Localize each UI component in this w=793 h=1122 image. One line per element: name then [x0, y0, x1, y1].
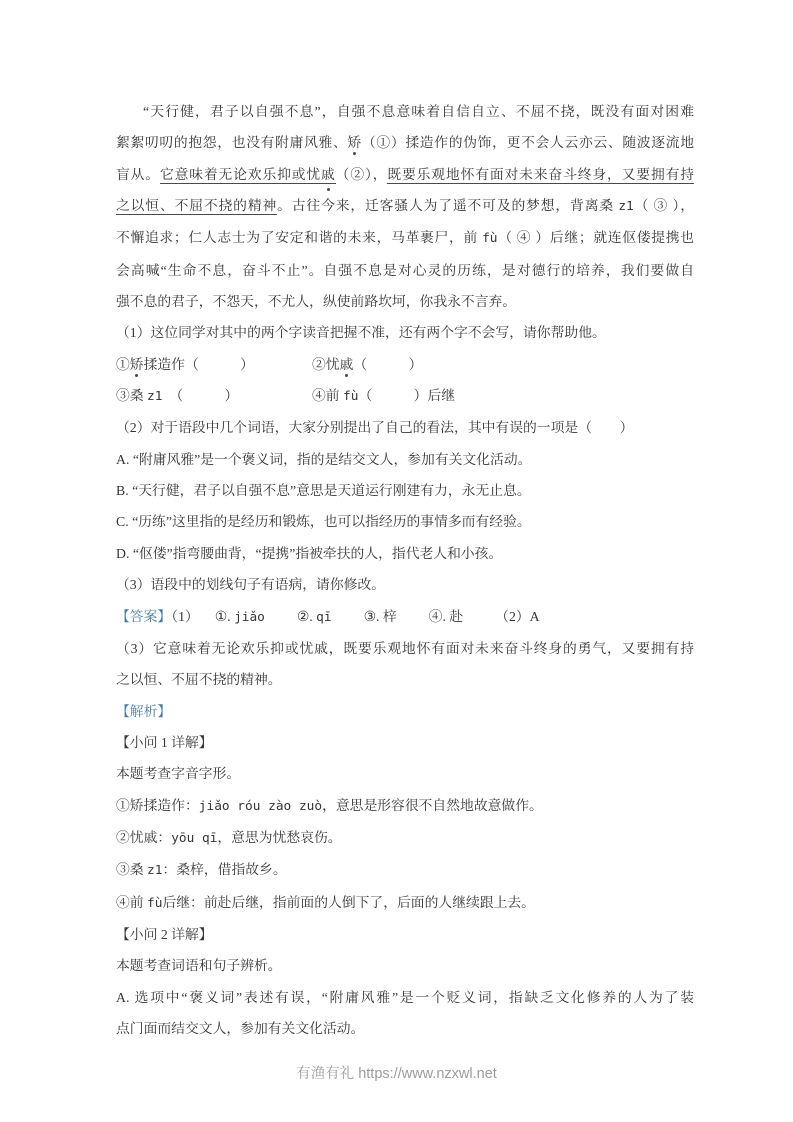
answer-part-2: （2）A [495, 608, 540, 624]
pinyin-you-qi: yōu qī [171, 830, 218, 846]
blank-parens: 揉造作（ ） [143, 356, 254, 372]
item-number: ②. [296, 608, 317, 624]
analysis-item-4 [116, 887, 694, 919]
blank-parens: （ ） [162, 388, 239, 404]
question-1-intro [116, 317, 694, 348]
pinyin-zi: z1 [147, 389, 163, 405]
passage-line-1 [116, 96, 694, 127]
answer-item-4: ④. 赴 [428, 608, 464, 624]
question-1-blanks-row-2 [116, 380, 694, 412]
analysis-text: 本题考查字音字形。 [116, 766, 241, 782]
analysis-text: ①矫揉造作： [116, 797, 199, 813]
passage-text: 絮絮叨叨的抱怨，也没有附庸风雅、 [116, 135, 348, 151]
passage-text: 。古往今来，迁客骚人为了遥不可及的梦想，背离桑 [277, 198, 619, 214]
passage-line-2 [116, 127, 694, 158]
question-text: （3）语段中的划线句子有语病，请你修改。 [116, 577, 386, 593]
answer-line-3 [116, 664, 694, 695]
option-c [116, 506, 694, 537]
analysis-text: 本题考查词语和句子辨析。 [116, 958, 282, 974]
item-number: ④前 [312, 388, 344, 404]
question-1-blanks-row-1 [116, 349, 694, 380]
blank-item-1 [116, 349, 312, 380]
emphasized-char-jiao: 矫 [347, 135, 362, 151]
question-text: （1）这位同学对其中的两个字读音把握不准，还有两个字不会写，请你帮助他。 [116, 325, 606, 341]
analysis-text: 点门面而结交文人，参加有关文化活动。 [116, 1020, 365, 1036]
analysis-text: A. 选项中“褒义词”表述有误，“附庸风雅”是一个贬义词，指缺乏文化修养的人为了装 [116, 989, 694, 1005]
pinyin-fu: fù [343, 389, 359, 405]
analysis-item-2 [116, 822, 694, 854]
item-number: ① [116, 356, 130, 372]
pinyin-qi: qī [316, 609, 332, 625]
underlined-text: 之以恒、不屈不挠的精神 [116, 198, 278, 214]
analysis-text: ③桑 [116, 862, 148, 878]
underlined-text: 它意味着无论欢乐抑或忧 [159, 166, 322, 182]
answer-item-3: ③. 梓 [363, 608, 397, 624]
passage-text: （②）， [335, 166, 388, 182]
passage-line-3 [116, 159, 694, 190]
answer-text: （3）它意味着无论欢乐抑或忧戚，既要乐观地怀有面对未来奋斗终身的勇气，又要拥有持 [116, 640, 694, 656]
analysis-text: ，意思为忧愁哀伤。 [217, 829, 342, 845]
answer-part: （1） [171, 608, 199, 624]
watermark-footer: 有渔有礼 https://www.nzxwl.net [296, 1066, 497, 1082]
passage-text: （ ③ ）， [633, 198, 695, 214]
analysis-option-a-line-2 [116, 1013, 694, 1044]
option-d [116, 538, 694, 569]
passage-text: “天行健，君子以自强不息”，自强不息意味着自信自立、不屈不挠，既没有面对困难 [143, 104, 694, 119]
passage-line-6 [116, 255, 694, 286]
question-3-intro [116, 569, 694, 600]
answer-line-1 [116, 601, 694, 633]
underlined-text: 既要乐观地怀有面对未来奋斗终身，又要拥有持 [387, 166, 695, 182]
emphasized-char-qi: 戚 [339, 356, 354, 372]
subquestion-1-intro [116, 758, 694, 789]
emphasized-char-jiao: 矫 [129, 356, 144, 372]
heading-text: 【小问 2 详解】 [116, 926, 213, 942]
analysis-item-1 [116, 790, 694, 822]
heading-text: 【小问 1 详解】 [116, 734, 213, 750]
subquestion-1-heading [116, 727, 694, 758]
analysis-option-a-line-1 [116, 982, 694, 1013]
option-text: C. “历练”这里指的是经历和锻炼，也可以指经历的事情多而有经验。 [116, 514, 531, 530]
blank-parens: （ ） [353, 356, 423, 372]
analysis-item-3 [116, 854, 694, 886]
answer-text: 之以恒、不屈不挠的精神。 [116, 672, 282, 688]
analysis-text: 后继：前赴后继，指前面的人倒下了，后面的人继续跟上去。 [162, 894, 535, 910]
blank-item-4 [312, 388, 455, 403]
answer-item-1 [215, 609, 265, 624]
pinyin-zi: z1 [618, 199, 634, 215]
passage-text: （ ④ ）后继；就连伛偻提携也 [497, 230, 694, 246]
analysis-label-line [116, 696, 694, 727]
passage-text: 会高喊“生命不息，奋斗不止”。自强不息是对心灵的历练，是对德行的培养，我们要做自 [116, 262, 694, 278]
answer-label: 【答案】 [116, 608, 172, 624]
analysis-text: ④前 [116, 894, 148, 910]
option-a [116, 444, 694, 475]
passage-line-5 [116, 222, 694, 254]
answer-line-2 [116, 633, 694, 664]
passage-line-4 [116, 190, 694, 222]
emphasized-char-qi: 戚 [321, 166, 336, 182]
answer-item-2 [297, 609, 332, 624]
subquestion-2-heading [116, 919, 694, 950]
option-text: A. “附庸风雅”是一个褒义词，指的是结交文人，参加有关文化活动。 [116, 451, 532, 467]
blank-item-2 [312, 357, 422, 372]
option-text: D. “伛偻”指弯腰曲背，“提携”指被牵扶的人，指代老人和小孩。 [116, 545, 503, 561]
pinyin-jiao: jiǎo [234, 609, 265, 625]
blank-item-3 [116, 380, 312, 412]
pinyin-zi: z1 [147, 863, 163, 879]
option-b [116, 475, 694, 506]
option-text: B. “天行健，君子以自强不息”意思是天道运行刚建有力，永无止息。 [116, 483, 531, 499]
analysis-text: ：桑梓，借指故乡。 [162, 862, 287, 878]
pinyin-fu: fù [147, 895, 163, 911]
passage-text: 盲从。 [116, 166, 160, 182]
analysis-text: ，意思是形容很不自然地故意做作。 [322, 797, 543, 813]
passage-line-7 [116, 286, 694, 317]
item-number: ①. [214, 608, 235, 624]
passage-text: （①）揉造作的伪饰，更不会人云亦云、随波逐流地 [361, 135, 695, 151]
passage-text: 强不息的君子，不怨天，不尤人，纵使前路坎坷，你我永不言弃。 [116, 294, 517, 310]
item-number: ③桑 [116, 388, 148, 404]
subquestion-2-intro [116, 950, 694, 981]
blank-parens: （ ）后继 [358, 388, 456, 404]
analysis-text: ②忧戚： [116, 829, 172, 845]
pinyin-jiao-rou-zao-zuo: jiǎo róu zào zuò [198, 798, 323, 814]
item-number: ②忧 [312, 356, 340, 372]
question-2-intro [116, 412, 694, 443]
pinyin-fu: fù [482, 231, 498, 247]
document-body [116, 96, 694, 1044]
question-text: （2）对于语段中几个词语，大家分别提出了自己的看法，其中有误的一项是（ ） [116, 420, 634, 436]
passage-text: 不懈追求；仁人志士为了安定和谐的未来，马革裹尸，前 [116, 230, 483, 246]
analysis-label: 【解析】 [116, 703, 172, 719]
